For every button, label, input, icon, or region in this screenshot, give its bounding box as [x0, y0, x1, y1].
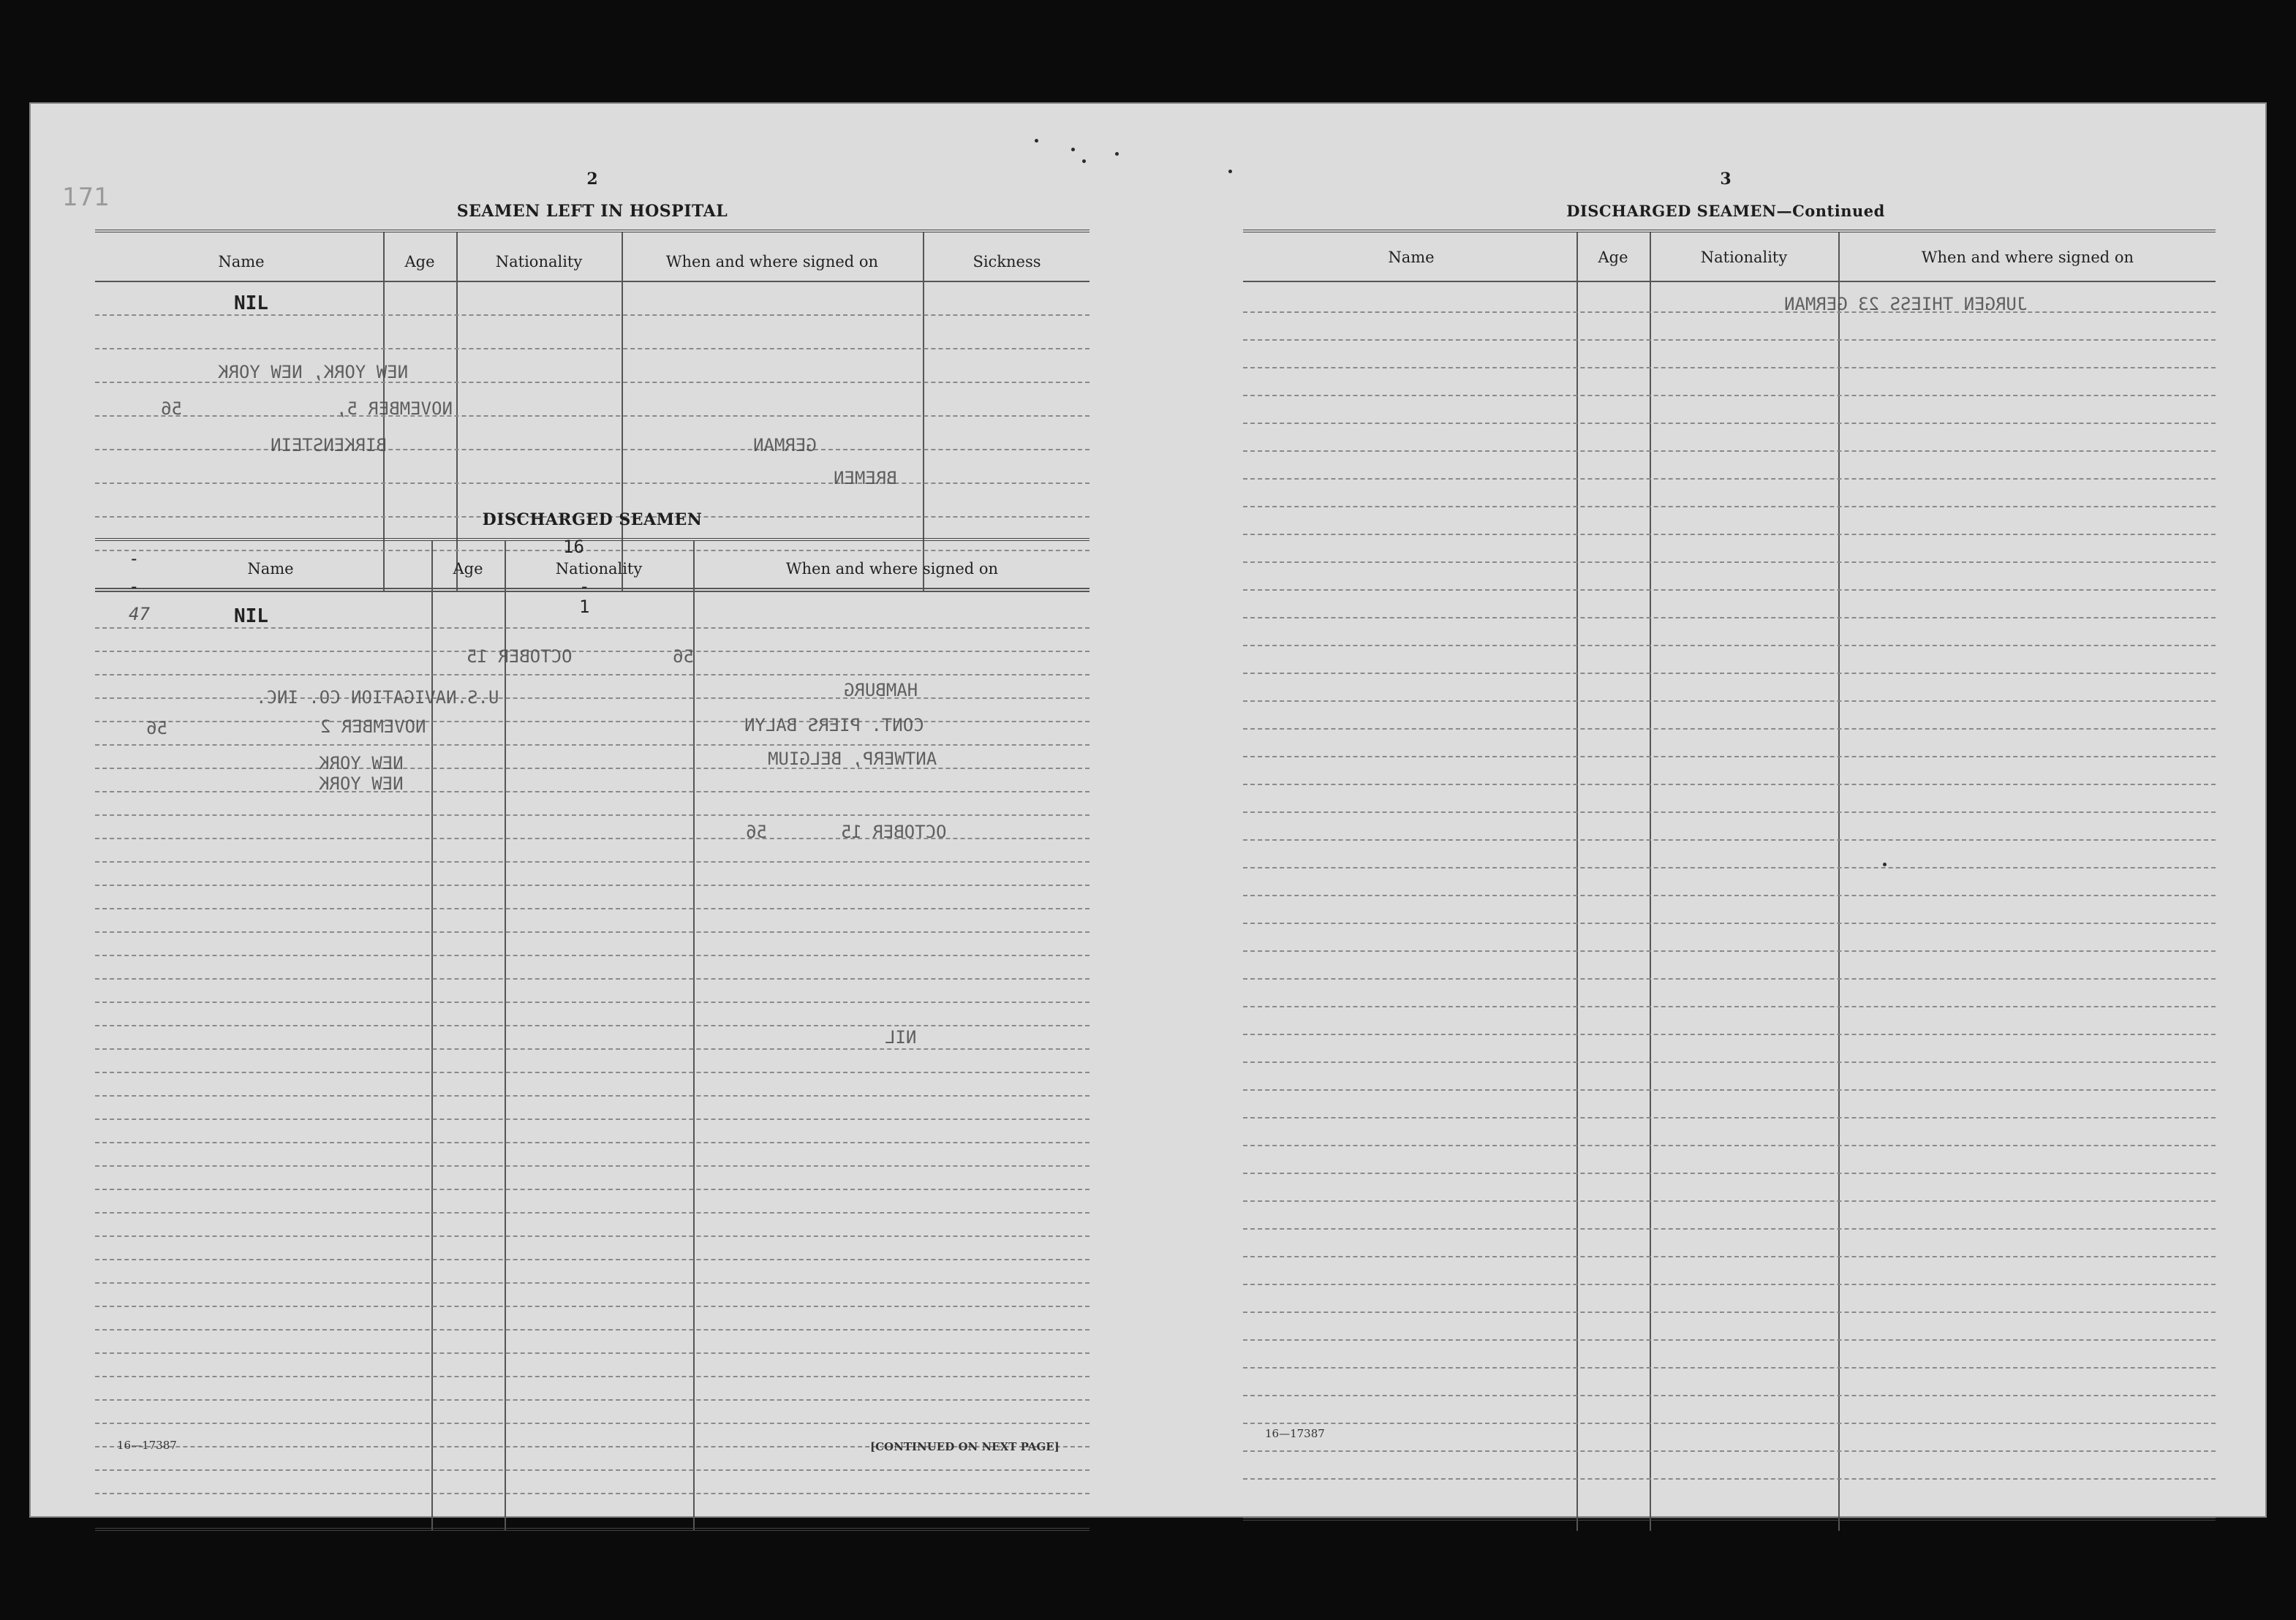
hospital-show-through-3: 56	[161, 398, 182, 419]
right-page	[1148, 102, 2267, 1518]
hospital-show-through-5: GERMAN	[753, 435, 817, 455]
hospital-nil-entry: NIL	[234, 292, 268, 314]
margin-mark-4: 16	[563, 537, 584, 557]
discharged-show-through-2: 56	[673, 646, 694, 667]
hospital-show-through-2: NOVEMBER 5,	[336, 398, 453, 419]
discharged-section-title: DISCHARGED SEAMEN	[482, 510, 703, 529]
discharged-show-through-5: 56	[146, 718, 167, 738]
continued-col-name: Name	[1388, 249, 1435, 266]
hospital-col-age: Age	[404, 253, 435, 270]
discharged-col-age: Age	[453, 560, 483, 578]
hospital-col-signed-on: When and where signed on	[665, 253, 879, 270]
discharged-show-through-3: U.S.NAVIGATION CO. INC.	[256, 687, 499, 708]
discharged-show-through-12: 56	[746, 822, 767, 842]
form-number-right: 16—17387	[1265, 1427, 1325, 1440]
continued-col-age: Age	[1598, 249, 1628, 266]
continued-show-through: JURGEN THIESS 23 GERMAN	[1784, 294, 2028, 314]
discharged-nil-entry: NIL	[234, 605, 268, 627]
discharged-col-name: Name	[247, 560, 294, 578]
discharged-show-through-13: NIL	[885, 1027, 917, 1048]
discharged-col-signed-on: When and where signed on	[785, 560, 999, 578]
hospital-show-through-6: BREMEN	[834, 468, 897, 488]
margin-mark-5: -	[579, 576, 590, 597]
discharged-show-through-10: ANTWERP, BELGIUM	[768, 749, 937, 769]
hospital-col-sickness: Sickness	[973, 253, 1041, 270]
margin-mark-2: -	[129, 576, 140, 597]
left-page	[29, 102, 1133, 1518]
hospital-show-through-1: NEW YORK, NEW YORK	[218, 362, 409, 382]
margin-mark-3: 47	[129, 604, 150, 624]
discharged-show-through-6: NEW YORK	[319, 753, 404, 773]
discharged-show-through-4: NOVEMBER 2	[320, 716, 426, 737]
margin-mark-1: -	[129, 548, 140, 569]
hospital-section-title: SEAMEN LEFT IN HOSPITAL	[456, 202, 728, 221]
continued-note: [CONTINUED ON NEXT PAGE]	[870, 1440, 1060, 1453]
continued-col-signed-on: When and where signed on	[1921, 249, 2134, 266]
hospital-show-through-4: BIRKENSTEIN	[271, 435, 387, 455]
page-number-right: 3	[1720, 170, 1732, 189]
continued-col-nationality: Nationality	[1700, 249, 1788, 266]
document-sheet	[29, 102, 2267, 1518]
form-number-left: 16—17387	[117, 1439, 177, 1452]
discharged-show-through-9: CONT. PIERS BALYN	[744, 715, 924, 735]
discharged-continued-title: DISCHARGED SEAMEN—Continued	[1566, 202, 1885, 220]
page-number-left: 2	[586, 170, 598, 189]
hospital-col-nationality: Nationality	[495, 253, 583, 270]
discharged-show-through-8: HAMBURG	[844, 680, 918, 700]
discharged-show-through-1: OCTOBER 15	[467, 646, 573, 667]
discharged-show-through-11: OCTOBER 15	[841, 822, 947, 842]
margin-mark-6: 1	[579, 597, 590, 617]
hospital-col-name: Name	[218, 253, 265, 270]
discharged-col-nationality: Nationality	[555, 560, 643, 578]
page-stamp: 171	[62, 183, 110, 212]
discharged-show-through-7: NEW YORK	[319, 773, 404, 794]
